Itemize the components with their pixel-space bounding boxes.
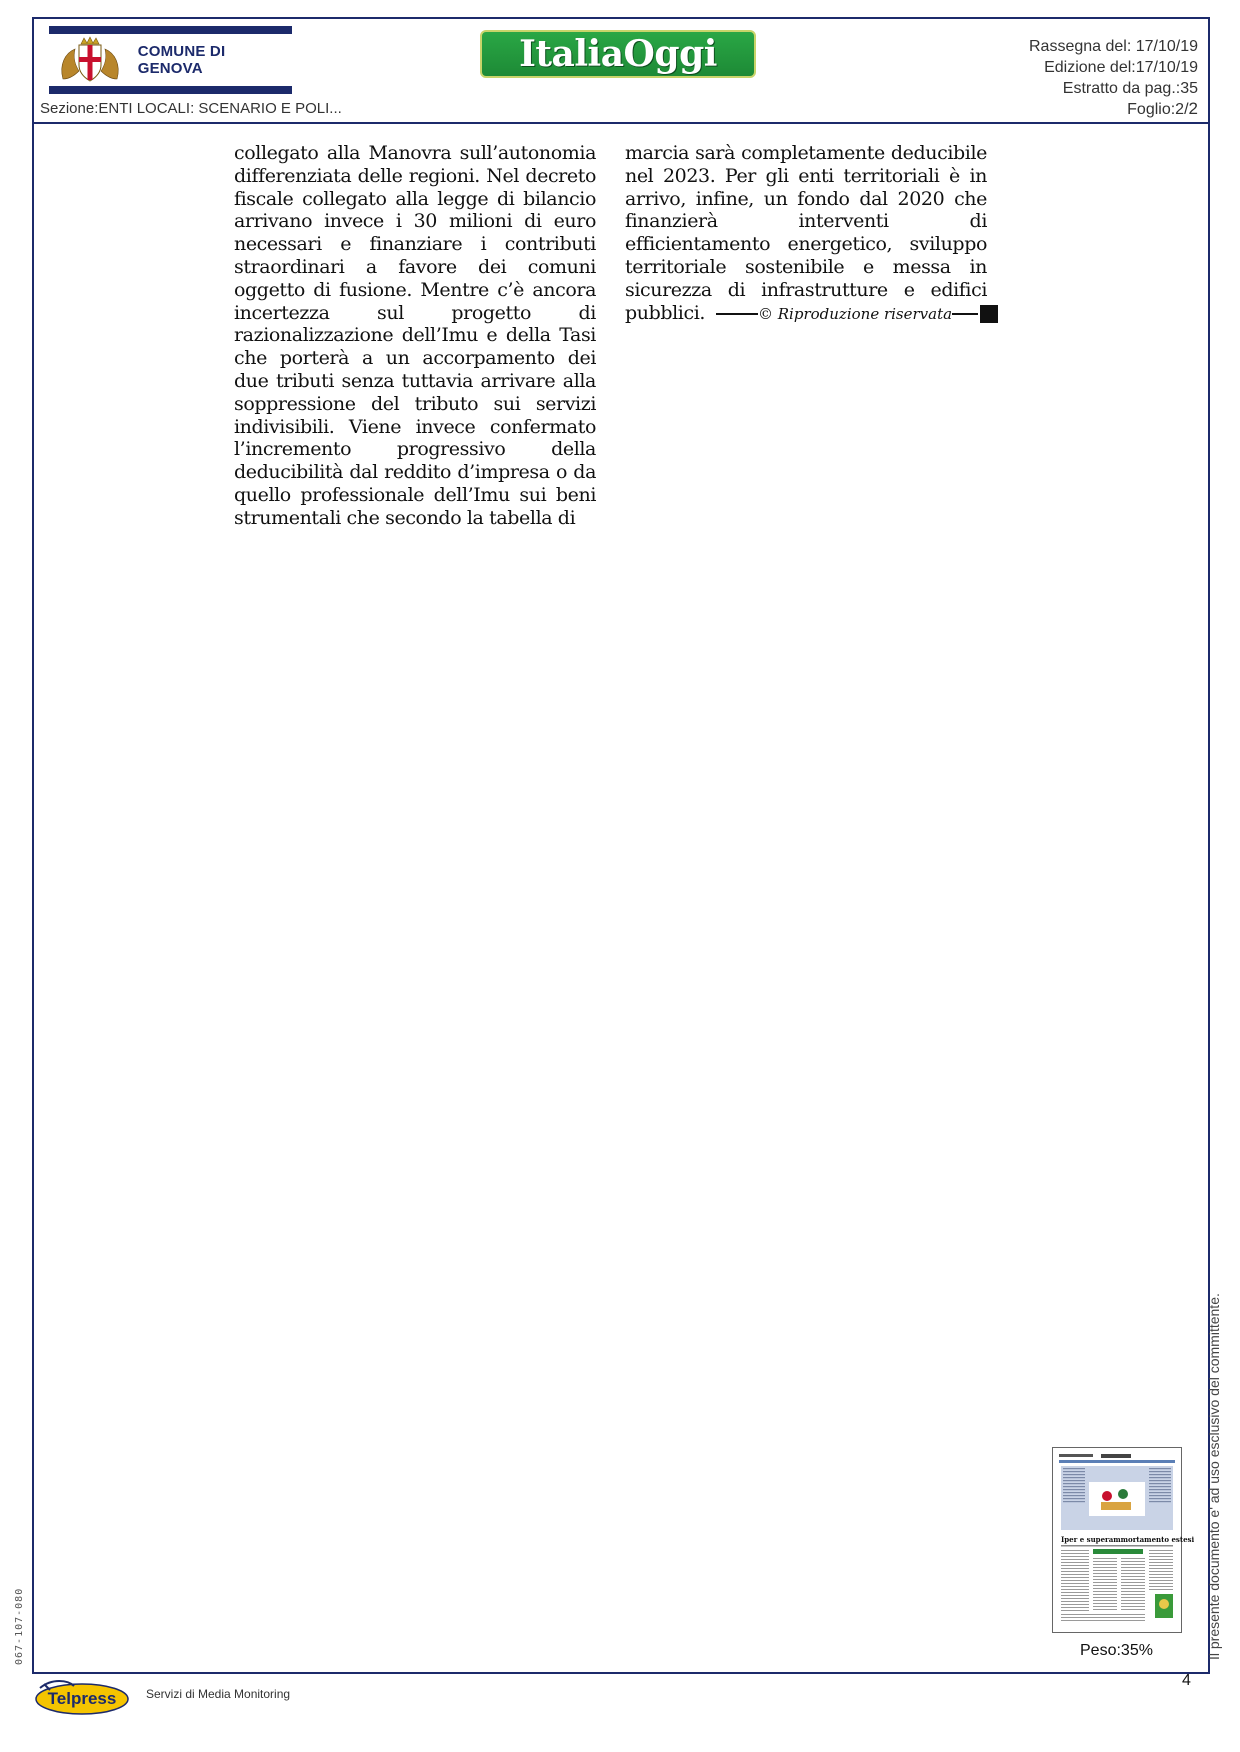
genova-crest-icon xyxy=(55,34,126,86)
client-name: COMUNE DI GENOVA xyxy=(137,43,226,77)
page-number: 4 xyxy=(1182,1672,1191,1689)
header-divider xyxy=(32,122,1210,124)
thumbnail-headline: Iper e superammortamento estesi xyxy=(1061,1535,1195,1544)
notice-rule-right xyxy=(952,313,978,315)
end-of-article-square-icon xyxy=(980,305,998,323)
footer-tagline: Servizi di Media Monitoring xyxy=(146,1687,291,1701)
page-thumbnail[interactable] xyxy=(1052,1447,1195,1633)
usage-disclaimer: Il presente documento e' ad uso esclusivo del committente. xyxy=(1206,1293,1222,1660)
document-code: 067-107-080 xyxy=(14,1587,25,1665)
reproduction-notice xyxy=(716,305,998,323)
page-frame xyxy=(32,17,1210,1674)
weight-label: Peso:35% xyxy=(1080,1642,1153,1659)
telpress-logo-text: Telpress xyxy=(47,1689,117,1708)
publication-name: ItaliaOggi xyxy=(519,33,717,75)
article-text-left: collegato alla Manovra sull’autonomia differenziata delle regioni. Nel decreto fiscale collegato alla legge di bilancio arrivano invece i 30 milioni di euro necessari e finanziare i contributi straordinari a favore dei comuni oggetto di fusione. Mentre c’è ancora incertezza sul progetto di razionalizzazione dell’Imu e della Tasi che porterà a un accorpamento dei due tributi senza tuttavia arrivare alla soppressione del tributo sui servizi indivisibili. Viene invece confermato l’incremento progressivo della deducibilità dal reddito d’impresa o da quello professionale dell’Imu sui beni strumentali che secondo la tabella di xyxy=(234,142,596,529)
rassegna-date: Rassegna del: 17/10/19 xyxy=(1028,38,1198,55)
article-text-right: marcia sarà completamente deducibile nel 2023. Per gli enti territoriali è in arrivo, infine, un fondo dal 2020 che finanzierà interventi di efficientamento energetico, sviluppo territoriale sostenibile e messa in sicurezza di infrastrutture e edifici pubblici. xyxy=(625,142,987,324)
publication-masthead xyxy=(480,30,756,78)
article-column-left xyxy=(234,142,596,530)
reproduction-notice-text: © Riproduzione riservata xyxy=(758,305,953,323)
article-column-right xyxy=(625,142,987,324)
clipping-meta xyxy=(1029,36,1198,99)
telpress-logo xyxy=(34,1676,130,1716)
sheet-counter xyxy=(1127,99,1198,119)
edizione-date: Edizione del:17/10/19 xyxy=(1044,59,1198,76)
sheet-counter-total: 2 xyxy=(1188,99,1198,118)
sheet-counter-prefix: Foglio:2/ xyxy=(1127,101,1189,118)
section-label: Sezione:ENTI LOCALI: SCENARIO E POLI... xyxy=(40,100,342,117)
estratto-page: Estratto da pag.:35 xyxy=(1062,80,1198,97)
notice-rule-left xyxy=(716,313,758,315)
client-logo xyxy=(49,26,292,94)
